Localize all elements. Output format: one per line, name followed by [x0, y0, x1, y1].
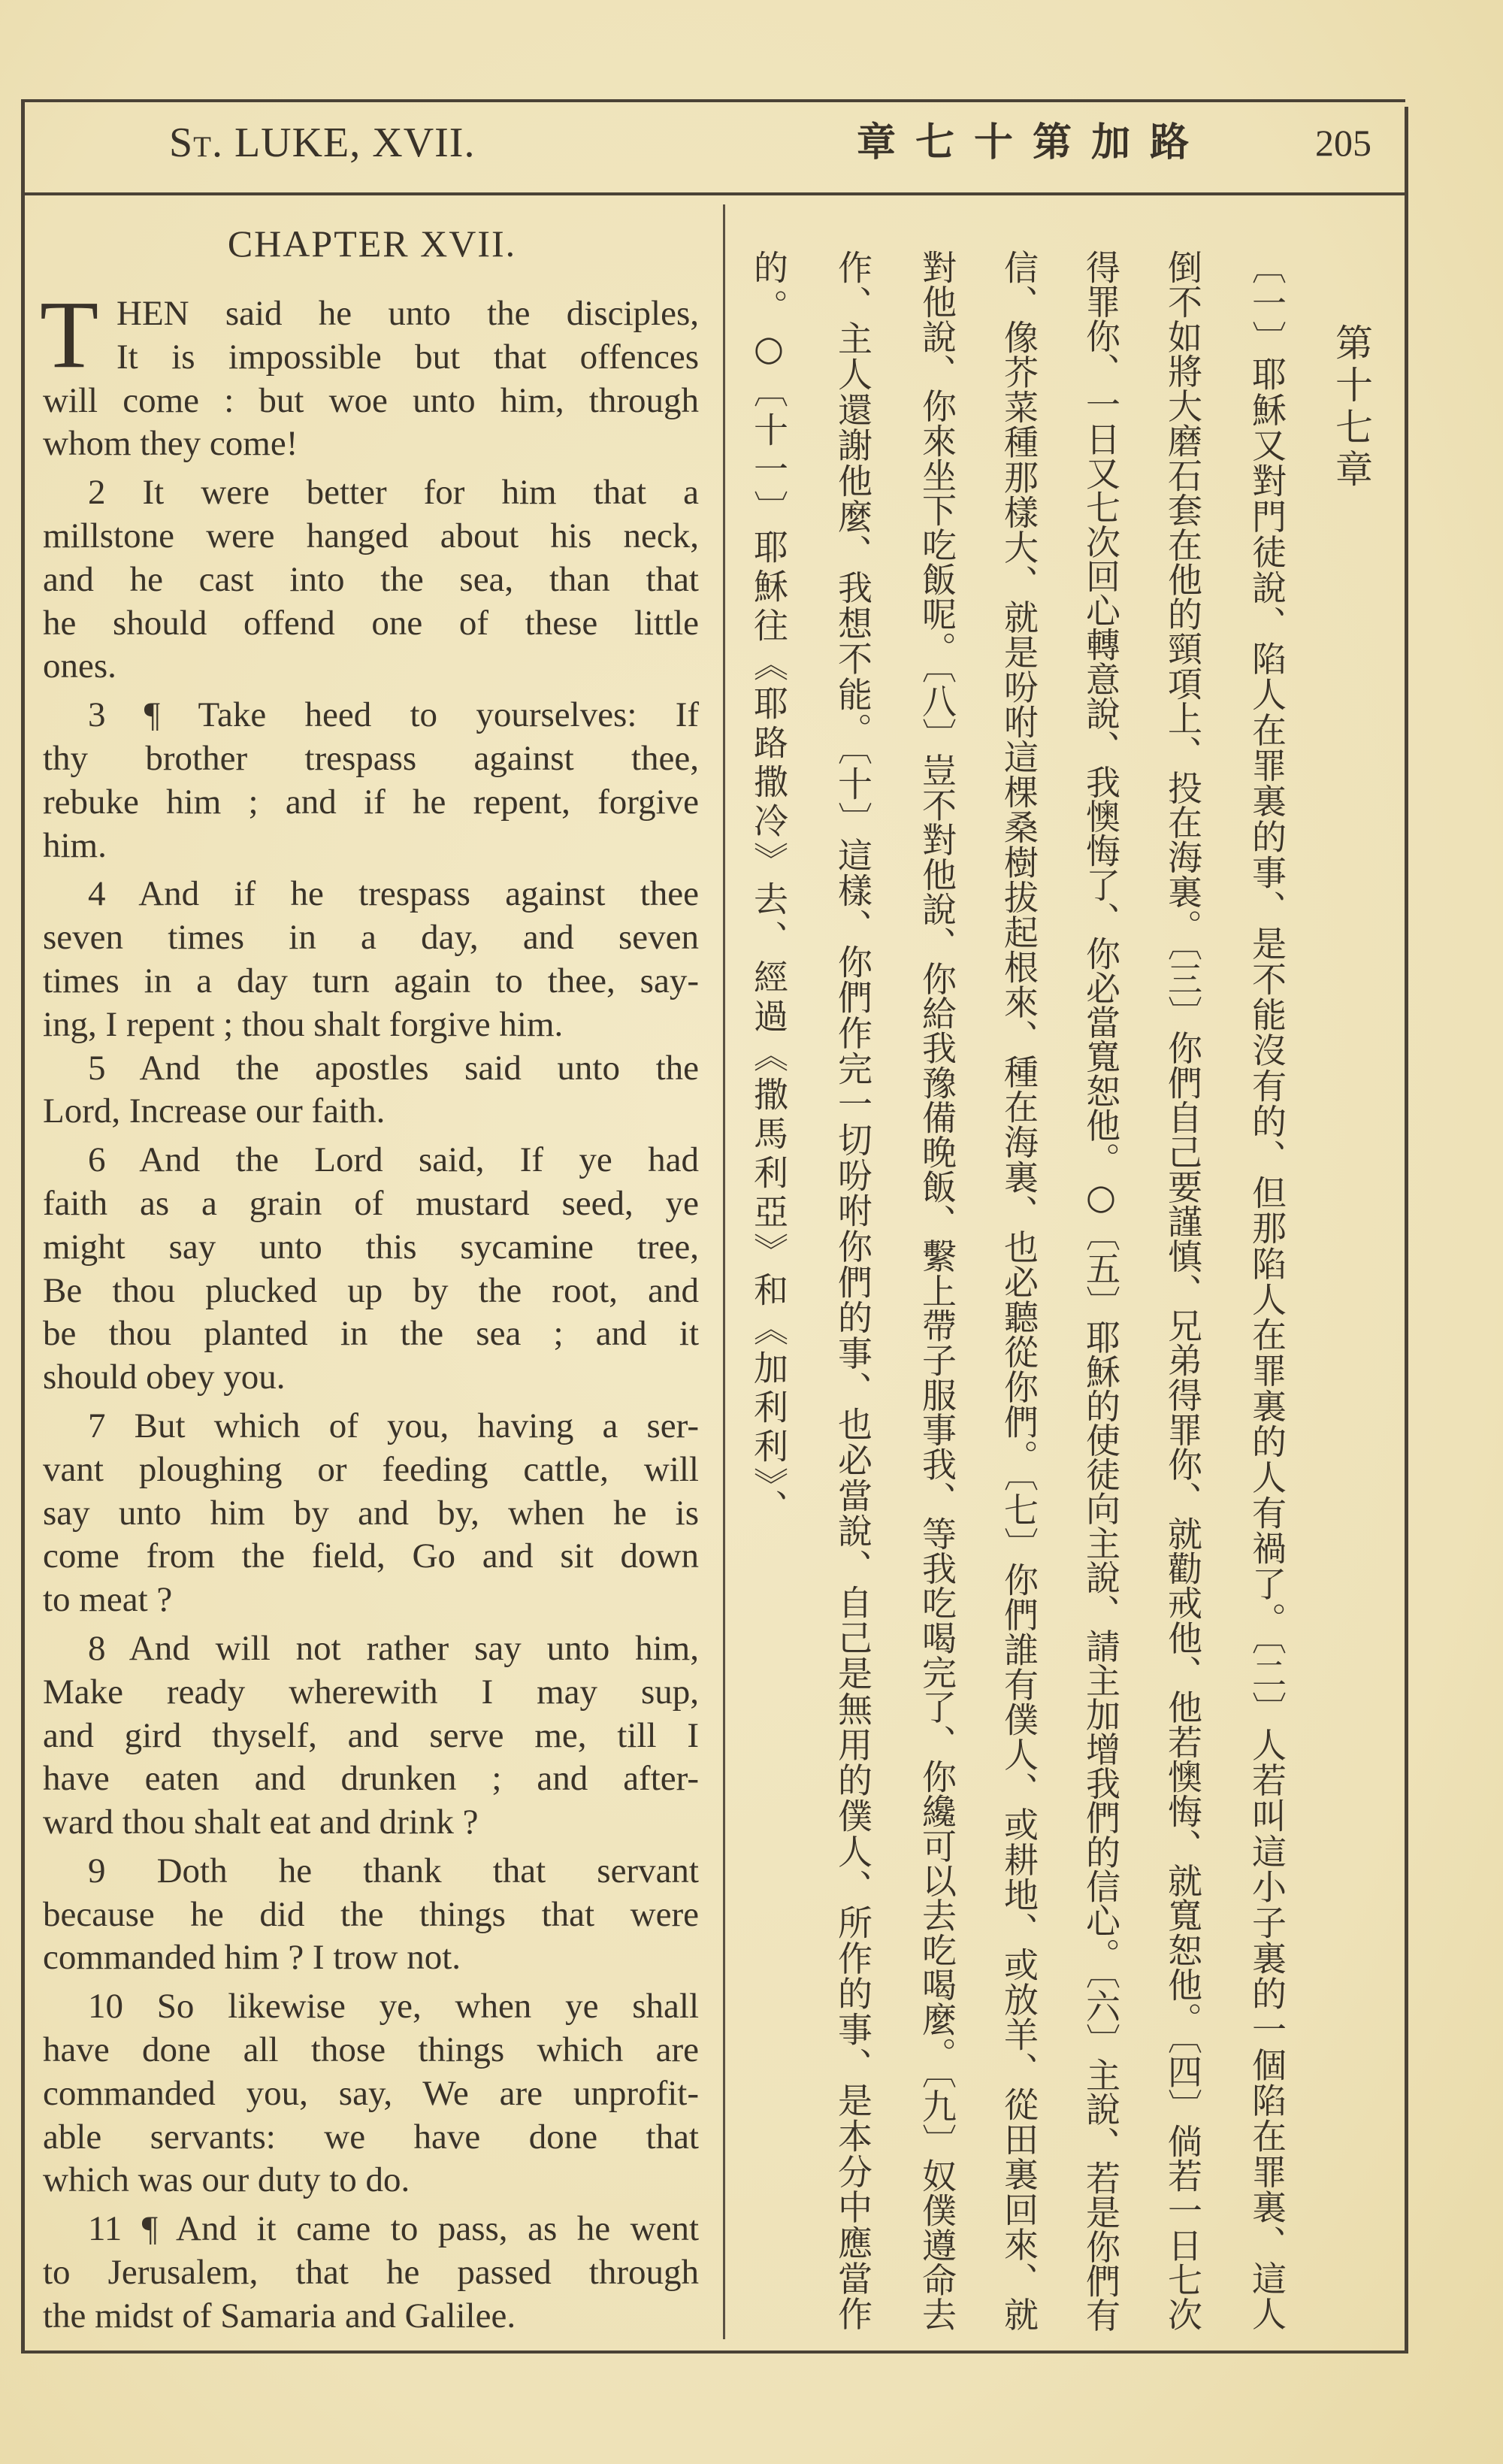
verse-2 — [43, 471, 699, 689]
english-line: come from the field, Go and sit down — [43, 1536, 699, 1576]
english-line: ward thou shalt eat and drink ? — [43, 1803, 479, 1842]
english-line: should obey you. — [43, 1358, 286, 1397]
english-line: commanded him ? I trow not. — [43, 1938, 461, 1978]
verse-10 — [43, 1985, 699, 2202]
english-line: HEN said he unto the disciples, — [116, 294, 699, 333]
english-line: 5 And the apostles said unto the — [88, 1048, 699, 1088]
running-head-char: 章 — [857, 120, 897, 165]
english-line: the midst of Samaria and Galilee. — [43, 2296, 516, 2335]
english-line: thy brother trespass against thee, — [43, 738, 699, 778]
running-head-char: 七 — [915, 120, 955, 165]
verse-8 — [43, 1627, 699, 1845]
english-line: Lord, Increase our faith. — [43, 1091, 386, 1131]
english-line: seven times in a day, and seven — [43, 918, 699, 958]
english-line: might say unto this sycamine tree, — [43, 1227, 699, 1267]
english-line: able servants: we have done that — [43, 2117, 699, 2157]
english-line: 9 Doth he thank that servant — [88, 1851, 699, 1890]
chinese-column-5: 對他說、你來坐下吃飯呢。〔八〕豈不對他說、你給我豫備晚飯、繫上帶子服事我、等我吃喝完了、你纔可以去吃喝麼。〔九〕奴僕遵命去 — [917, 250, 957, 2332]
verse-3 — [43, 694, 699, 867]
verse-1 — [40, 281, 699, 466]
english-line: 2 It were better for him that a — [88, 473, 699, 513]
english-line: 11 ¶ And it came to pass, as he went — [88, 2209, 699, 2249]
english-line: millstone were hanged about his neck, — [43, 516, 699, 555]
english-line: times in a day turn again to thee, say- — [43, 961, 699, 1000]
english-line: ing, I repent ; thou shalt forgive him. — [43, 1004, 564, 1044]
running-head-chinese — [857, 119, 1189, 167]
right-border-rule — [1405, 107, 1408, 2354]
english-line: and gird thyself, and serve me, till I — [43, 1715, 699, 1755]
english-line: say unto him by and by, when he is — [43, 1493, 699, 1533]
english-line: commanded you, say, We are unprofit- — [43, 2073, 699, 2113]
chinese-column-7: 的。○〔十一〕耶穌往《耶路撒冷》去、經過《撒馬利亞》和《加利利》、 — [748, 250, 789, 1528]
english-line: him. — [43, 825, 107, 865]
english-line: Make ready wherewith I may sup, — [43, 1672, 699, 1712]
english-line: have done all those things which are — [43, 2030, 699, 2070]
english-line: vant ploughing or feeding cattle, will — [43, 1449, 699, 1489]
running-head-char: 十 — [974, 120, 1014, 165]
running-head-char: 第 — [1033, 120, 1072, 165]
english-line: 4 And if he trespass against thee — [88, 874, 699, 914]
english-line: be thou planted in the sea ; and it — [43, 1314, 699, 1354]
drop-cap: T — [40, 281, 99, 388]
english-line: rebuke him ; and if he repent, forgive — [43, 782, 699, 822]
bottom-border-rule — [21, 2350, 1408, 2354]
chinese-column-2: 倒不如將大磨石套在他的頸項上、投在海裏。〔三〕你們自己要謹慎、兄弟得罪你、就勸戒他、他若懊悔、就寬恕他。〔四〕倘若一日七次 — [1163, 250, 1203, 2332]
english-line: 7 But which of you, having a ser- — [88, 1406, 699, 1445]
english-line: to meat ? — [43, 1580, 173, 1620]
chinese-chapter-heading: 第十七章 — [1329, 323, 1373, 492]
english-line: 3 ¶ Take heed to yourselves: If — [88, 695, 699, 735]
left-border-rule — [21, 99, 25, 2354]
verse-7 — [43, 1405, 699, 1622]
english-line: 10 So likewise ye, when ye shall — [88, 1987, 699, 2027]
chinese-column-4: 信、像芥菜種那樣大、就是吩咐這棵桑樹拔起根來、種在海裏、也必聽從你們。〔七〕你們誰有僕人、或耕地、或放羊、從田裏回來、就 — [999, 250, 1039, 2332]
header-divider-rule — [21, 192, 1405, 195]
english-line: he should offend one of these little — [43, 603, 699, 643]
english-line: 6 And the Lord said, If ye had — [88, 1140, 699, 1180]
chinese-column-1: 〔一〕耶穌又對門徒說、陷人在罪裏的事、是不能沒有的、但那陷人在罪裏的人有禍了。〔二〕人若叫這小子裏的一個陷在罪裏、這人 — [1247, 250, 1287, 2332]
english-line: will come : but woe unto him, through — [43, 380, 699, 420]
running-head-char: 路 — [1150, 120, 1190, 165]
verse-5 — [43, 1047, 699, 1134]
verse-4 — [43, 873, 699, 1046]
chinese-column-6: 作、主人還謝他麼、我想不能。〔十〕這樣、你們作完一切吩咐你們的事、也必當說、自己是無用的僕人、所作的事、是本分中應當作 — [833, 250, 873, 2332]
verse-6 — [43, 1139, 699, 1400]
english-line: and he cast into the sea, than that — [43, 559, 699, 599]
english-line: It is impossible but that offences — [116, 337, 699, 377]
page-number: 205 — [1315, 122, 1371, 164]
english-line: whom they come! — [43, 424, 298, 464]
english-line: 8 And will not rather say unto him, — [88, 1628, 699, 1668]
column-divider-rule — [723, 204, 725, 2339]
chinese-column-3: 得罪你、一日又七次回心轉意說、我懊悔了、你必當寬恕他。○〔五〕耶穌的使徒向主說、請主加增我們的信心。〔六〕主說、若是你們有 — [1081, 250, 1121, 2332]
english-line: have eaten and drunken ; and after- — [43, 1759, 699, 1799]
verse-9 — [43, 1850, 699, 1980]
verse-11 — [43, 2208, 699, 2338]
english-line: which was our duty to do. — [43, 2160, 410, 2200]
running-head-english: St. LUKE, XVII. — [169, 120, 476, 166]
english-line: ones. — [43, 646, 116, 686]
english-line: faith as a grain of mustard seed, ye — [43, 1183, 699, 1223]
english-line: Be thou plucked up by the root, and — [43, 1270, 699, 1310]
english-line: because he did the things that were — [43, 1894, 699, 1934]
chapter-heading: CHAPTER XVII. — [227, 222, 517, 265]
running-head-char: 加 — [1091, 120, 1131, 165]
english-text-column — [40, 281, 699, 2338]
top-border-rule — [21, 99, 1405, 102]
english-line: to Jerusalem, that he passed through — [43, 2253, 699, 2293]
